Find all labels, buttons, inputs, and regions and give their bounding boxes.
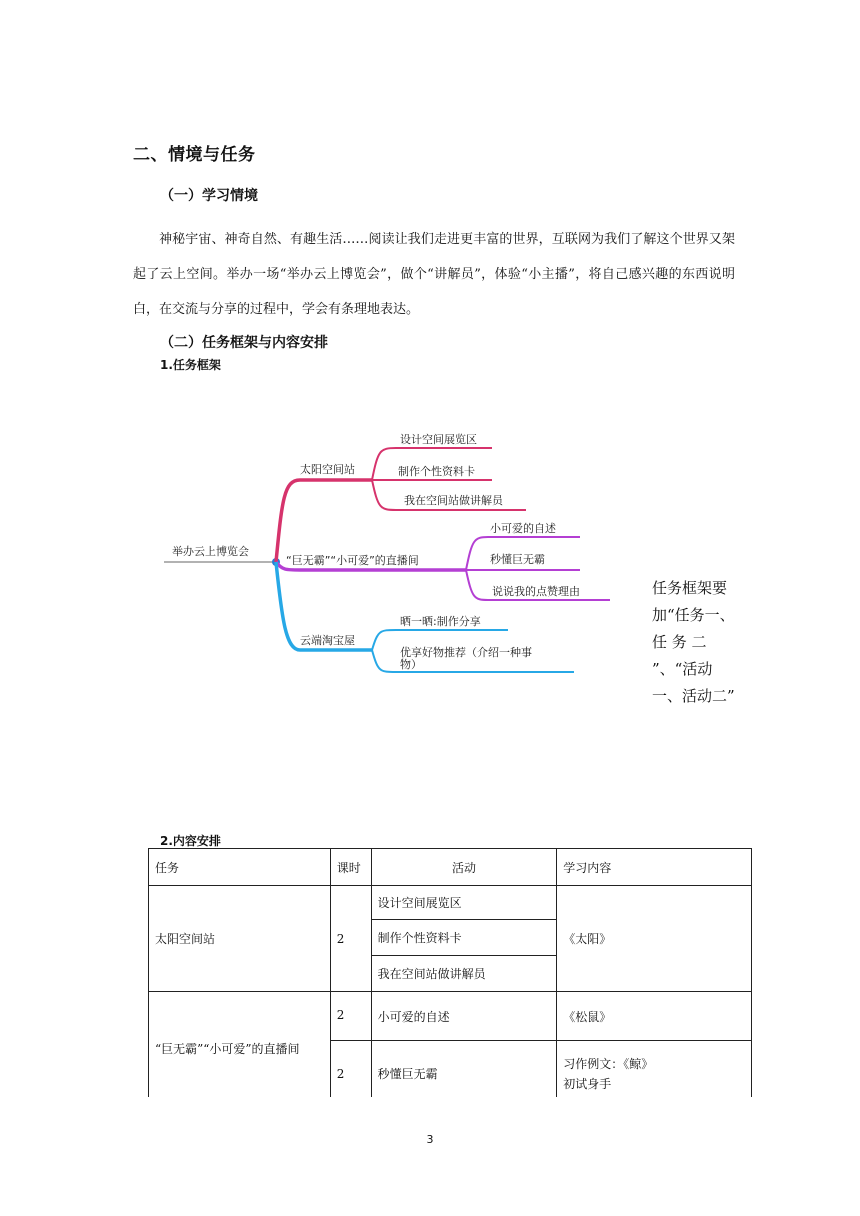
table-row — [149, 886, 752, 920]
task2-content1: 《松鼠》 — [557, 992, 752, 1041]
branch2-label: “巨无霸”“小可爱”的直播间 — [286, 554, 419, 567]
task2-content2-line1: 习作例文：《鲸》 — [563, 1056, 654, 1071]
header-hours: 课时 — [330, 849, 371, 886]
task2-hours1: 2 — [330, 992, 371, 1041]
task1-hours: 2 — [330, 886, 371, 992]
subsection-title-framework: （二）任务框架与内容安排 — [160, 335, 328, 351]
situation-text: 神秘宇宙、神奇自然、有趣生活……阅读让我们走进更丰富的世界，互联网为我们了解这个世界又架起了云上空间。举办一场“举办云上博览会”，做个“讲解员”，体验“小主播”，将自己感兴趣的东西说明白，在交流与分享的过程中，学会有条理地表达。 — [133, 232, 735, 317]
branch3-item1: 晒一晒:制作分享 — [400, 615, 481, 628]
task2-activity2: 秒懂巨无霸 — [371, 1041, 557, 1107]
content-plan-table — [148, 848, 752, 1107]
task2-name: “巨无霸”“小可爱”的直播间 — [149, 992, 331, 1107]
framework-heading: 1.任务框架 — [160, 358, 221, 372]
branch1-line — [276, 480, 372, 562]
subsection-title-situation: （一）学习情境 — [160, 188, 258, 204]
margin-comment: 任务框架要加“任务一、任 务 二 ”、“活动一、活动二” — [652, 579, 735, 705]
task1-content: 《太阳》 — [557, 886, 752, 992]
task2-hours2: 2 — [330, 1041, 371, 1107]
task1-activity3: 我在空间站做讲解员 — [371, 956, 557, 992]
branch1-item1: 设计空间展览区 — [400, 433, 477, 446]
table-row — [149, 992, 752, 1041]
branch3-item2: 优享好物推荐（介绍一种事 — [400, 646, 532, 659]
branch1-item2: 制作个性资料卡 — [398, 465, 475, 478]
table-header-row — [149, 849, 752, 886]
page-number: 3 — [426, 1133, 434, 1146]
task1-activity2: 制作个性资料卡 — [371, 920, 557, 956]
header-task: 任务 — [149, 849, 331, 886]
header-activity: 活动 — [371, 849, 557, 886]
task1-name: 太阳空间站 — [149, 886, 331, 992]
branch1-label: 太阳空间站 — [300, 463, 355, 476]
task1-activity1: 设计空间展览区 — [371, 886, 557, 920]
branch3-label: 云端淘宝屋 — [300, 634, 355, 647]
header-content: 学习内容 — [557, 849, 752, 886]
branch1-item3: 我在空间站做讲解员 — [404, 494, 503, 507]
section-title: 二、情境与任务 — [133, 145, 256, 165]
root-label: 举办云上博览会 — [172, 545, 249, 558]
task2-content2-line2: 初试身手 — [563, 1076, 612, 1091]
branch3-item2-cont: 物） — [400, 658, 422, 671]
branch2-item2: 秒懂巨无霸 — [490, 553, 545, 566]
page-break-mask — [140, 1097, 760, 1109]
branch2-item3: 说说我的点赞理由 — [492, 585, 580, 598]
content-plan-heading: 2.内容安排 — [160, 834, 221, 848]
task2-activity1: 小可爱的自述 — [371, 992, 557, 1041]
branch2-item1: 小可爱的自述 — [490, 522, 556, 535]
